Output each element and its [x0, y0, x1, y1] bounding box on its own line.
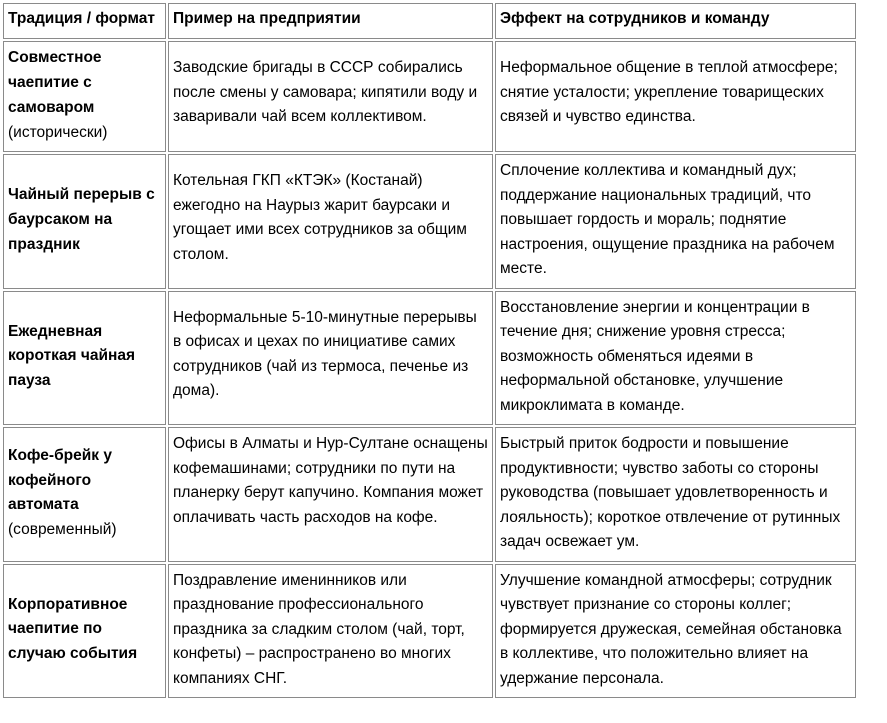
- example-cell: Офисы в Алматы и Нур-Султане оснащены кофемашинами; сотрудники по пути на планерку берут капучино. Компания может оплачивать часть расходов на кофе.: [168, 427, 493, 562]
- tradition-name: Ежедневная короткая чайная пауза: [8, 322, 136, 390]
- effect-cell: Восстановление энергии и концентрации в течение дня; снижение уровня стресса; возможность обменяться идеями в неформальной обстановке, улучшение микроклимата в команде.: [495, 291, 856, 426]
- example-cell: Неформальные 5-10-минутные перерывы в офисах и цехах по инициативе самих сотрудников (чай из термоса, печенье из дома).: [168, 291, 493, 426]
- table-row: [3, 41, 856, 152]
- tradition-name: Кофе-брейк у кофейного автомата: [8, 446, 112, 514]
- example-cell: Котельная ГКП «КТЭК» (Костанай) ежегодно на Наурыз жарит баурсаки и угощает ими всех сотрудников за общим столом.: [168, 154, 493, 289]
- header-tradition: Традиция / формат: [3, 3, 166, 39]
- tradition-cell: [3, 564, 166, 699]
- example-cell: Поздравление именинников или празднование профессионального праздника за сладким столом (чай, торт, конфеты) – распространено во многих компаниях СНГ.: [168, 564, 493, 699]
- tradition-cell: [3, 291, 166, 426]
- tradition-note: (исторически): [8, 123, 108, 141]
- effect-cell: Улучшение командной атмосферы; сотрудник чувствует признание со стороны коллег; формируется дружеская, семейная обстановка в коллективе, что положительно влияет на удержание персонала.: [495, 564, 856, 699]
- table-row: [3, 564, 856, 699]
- header-example: Пример на предприятии: [168, 3, 493, 39]
- table-row: [3, 427, 856, 562]
- header-row: [3, 3, 856, 39]
- traditions-table: [1, 1, 858, 700]
- effect-cell: Быстрый приток бодрости и повышение продуктивности; чувство заботы со стороны руководства (повышает удовлетворенность и лояльность); короткое отвлечение от рутинных задач освежает ум.: [495, 427, 856, 562]
- effect-cell: Неформальное общение в теплой атмосфере; снятие усталости; укрепление товарищеских связей и чувство единства.: [495, 41, 856, 152]
- header-effect: Эффект на сотрудников и команду: [495, 3, 856, 39]
- table-row: [3, 291, 856, 426]
- table-row: [3, 154, 856, 289]
- effect-cell: Сплочение коллектива и командный дух; поддержание национальных традиций, что повышает гордость и мораль; поднятие настроения, ощущение праздника на рабочем месте.: [495, 154, 856, 289]
- tradition-cell: [3, 427, 166, 562]
- tradition-cell: [3, 41, 166, 152]
- tradition-name: Корпоративное чаепитие по случаю события: [8, 595, 138, 663]
- tradition-note: (современный): [8, 521, 117, 539]
- tradition-cell: [3, 154, 166, 289]
- tradition-name: Чайный перерыв с баурсаком на праздник: [8, 186, 155, 253]
- example-cell: Заводские бригады в СССР собирались после смены у самовара; кипятили воду и заваривали чай всем коллективом.: [168, 41, 493, 152]
- tradition-name: Совместное чаепитие с самоваром: [8, 49, 102, 116]
